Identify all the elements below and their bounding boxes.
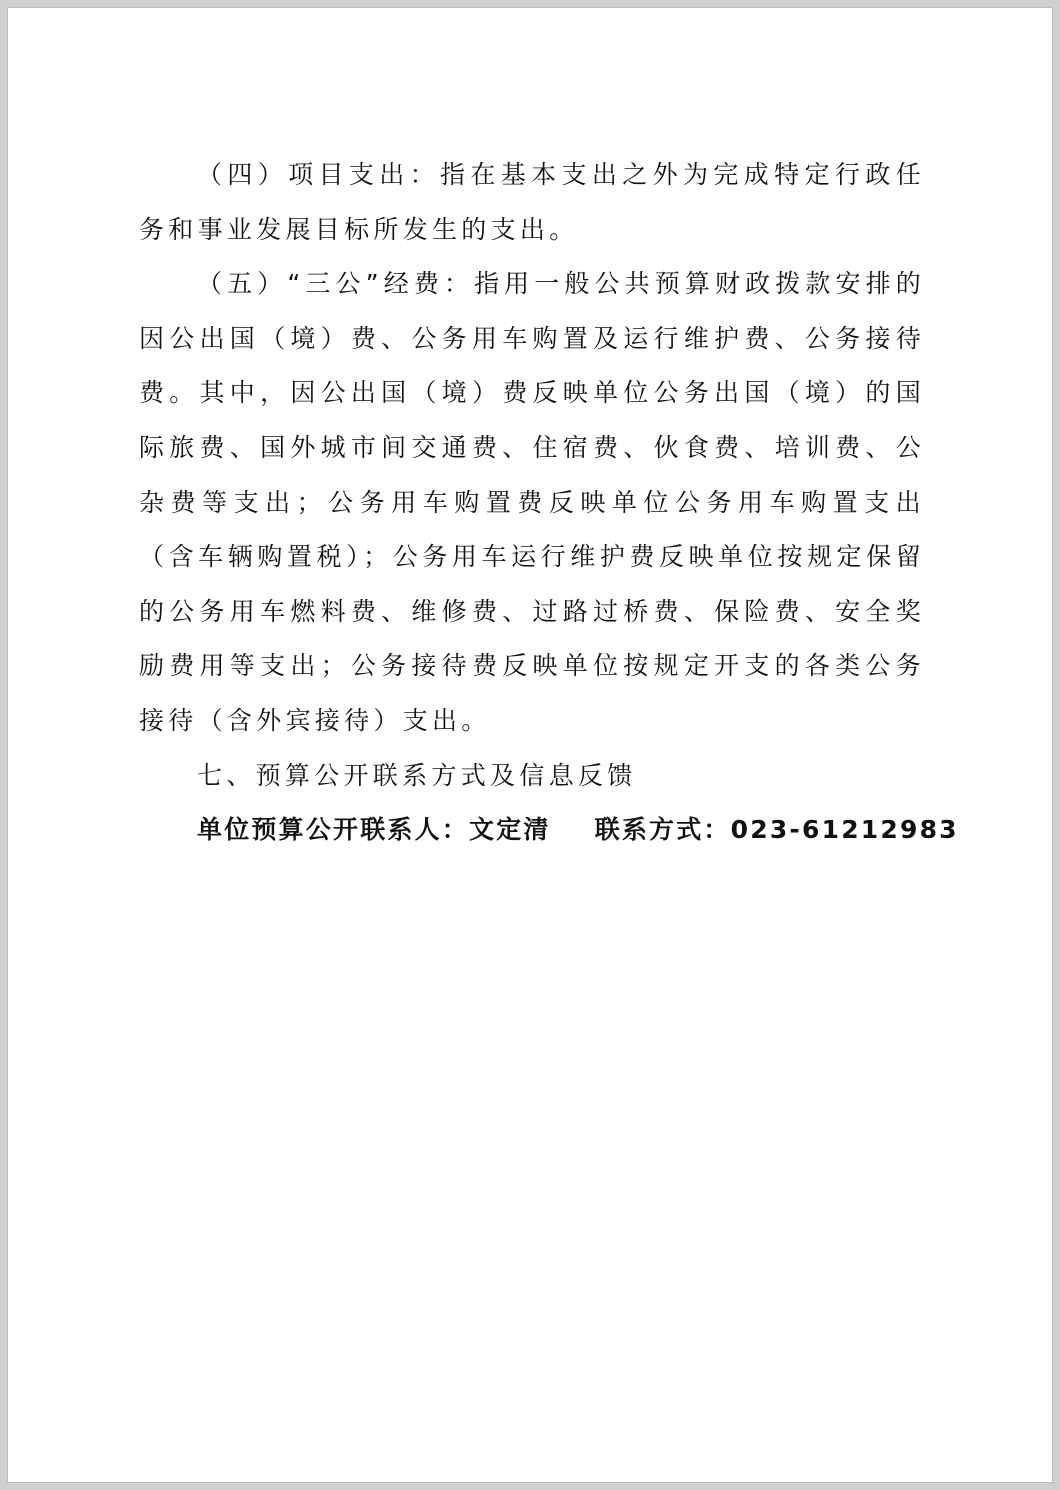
paragraph-project-expenditure: （四）项目支出：指在基本支出之外为完成特定行政任务和事业发展目标所发生的支出。 xyxy=(139,160,925,244)
contact-line xyxy=(139,803,959,858)
document-body xyxy=(139,148,959,858)
contact-person-label: 单位预算公开联系人： xyxy=(197,815,470,845)
contact-method-label: 联系方式： xyxy=(594,815,731,845)
document-page xyxy=(8,8,1052,1482)
paragraph-three-public-expenses: （五）“三公”经费：指用一般公共预算财政拨款安排的因公出国（境）费、公务用车购置及运行维护费、公务接待费。其中，因公出国（境）费反映单位公务出国（境）的国际旅费、国外城市间交通费、住宿费、伙食费、培训费、公杂费等支出；公务用车购置费反映单位公务用车购置支出（含车辆购置税）；公务用车运行维护费反映单位按规定保留的公务用车燃料费、维修费、过路过桥费、保险费、安全奖励费用等支出；公务接待费反映单位按规定开支的各类公务接待（含外宾接待）支出。 xyxy=(139,269,925,735)
contact-person-name: 文定清 xyxy=(469,815,551,845)
section-heading-contact: 七、预算公开联系方式及信息反馈 xyxy=(197,760,637,790)
contact-phone: 023-61212983 xyxy=(730,815,959,845)
